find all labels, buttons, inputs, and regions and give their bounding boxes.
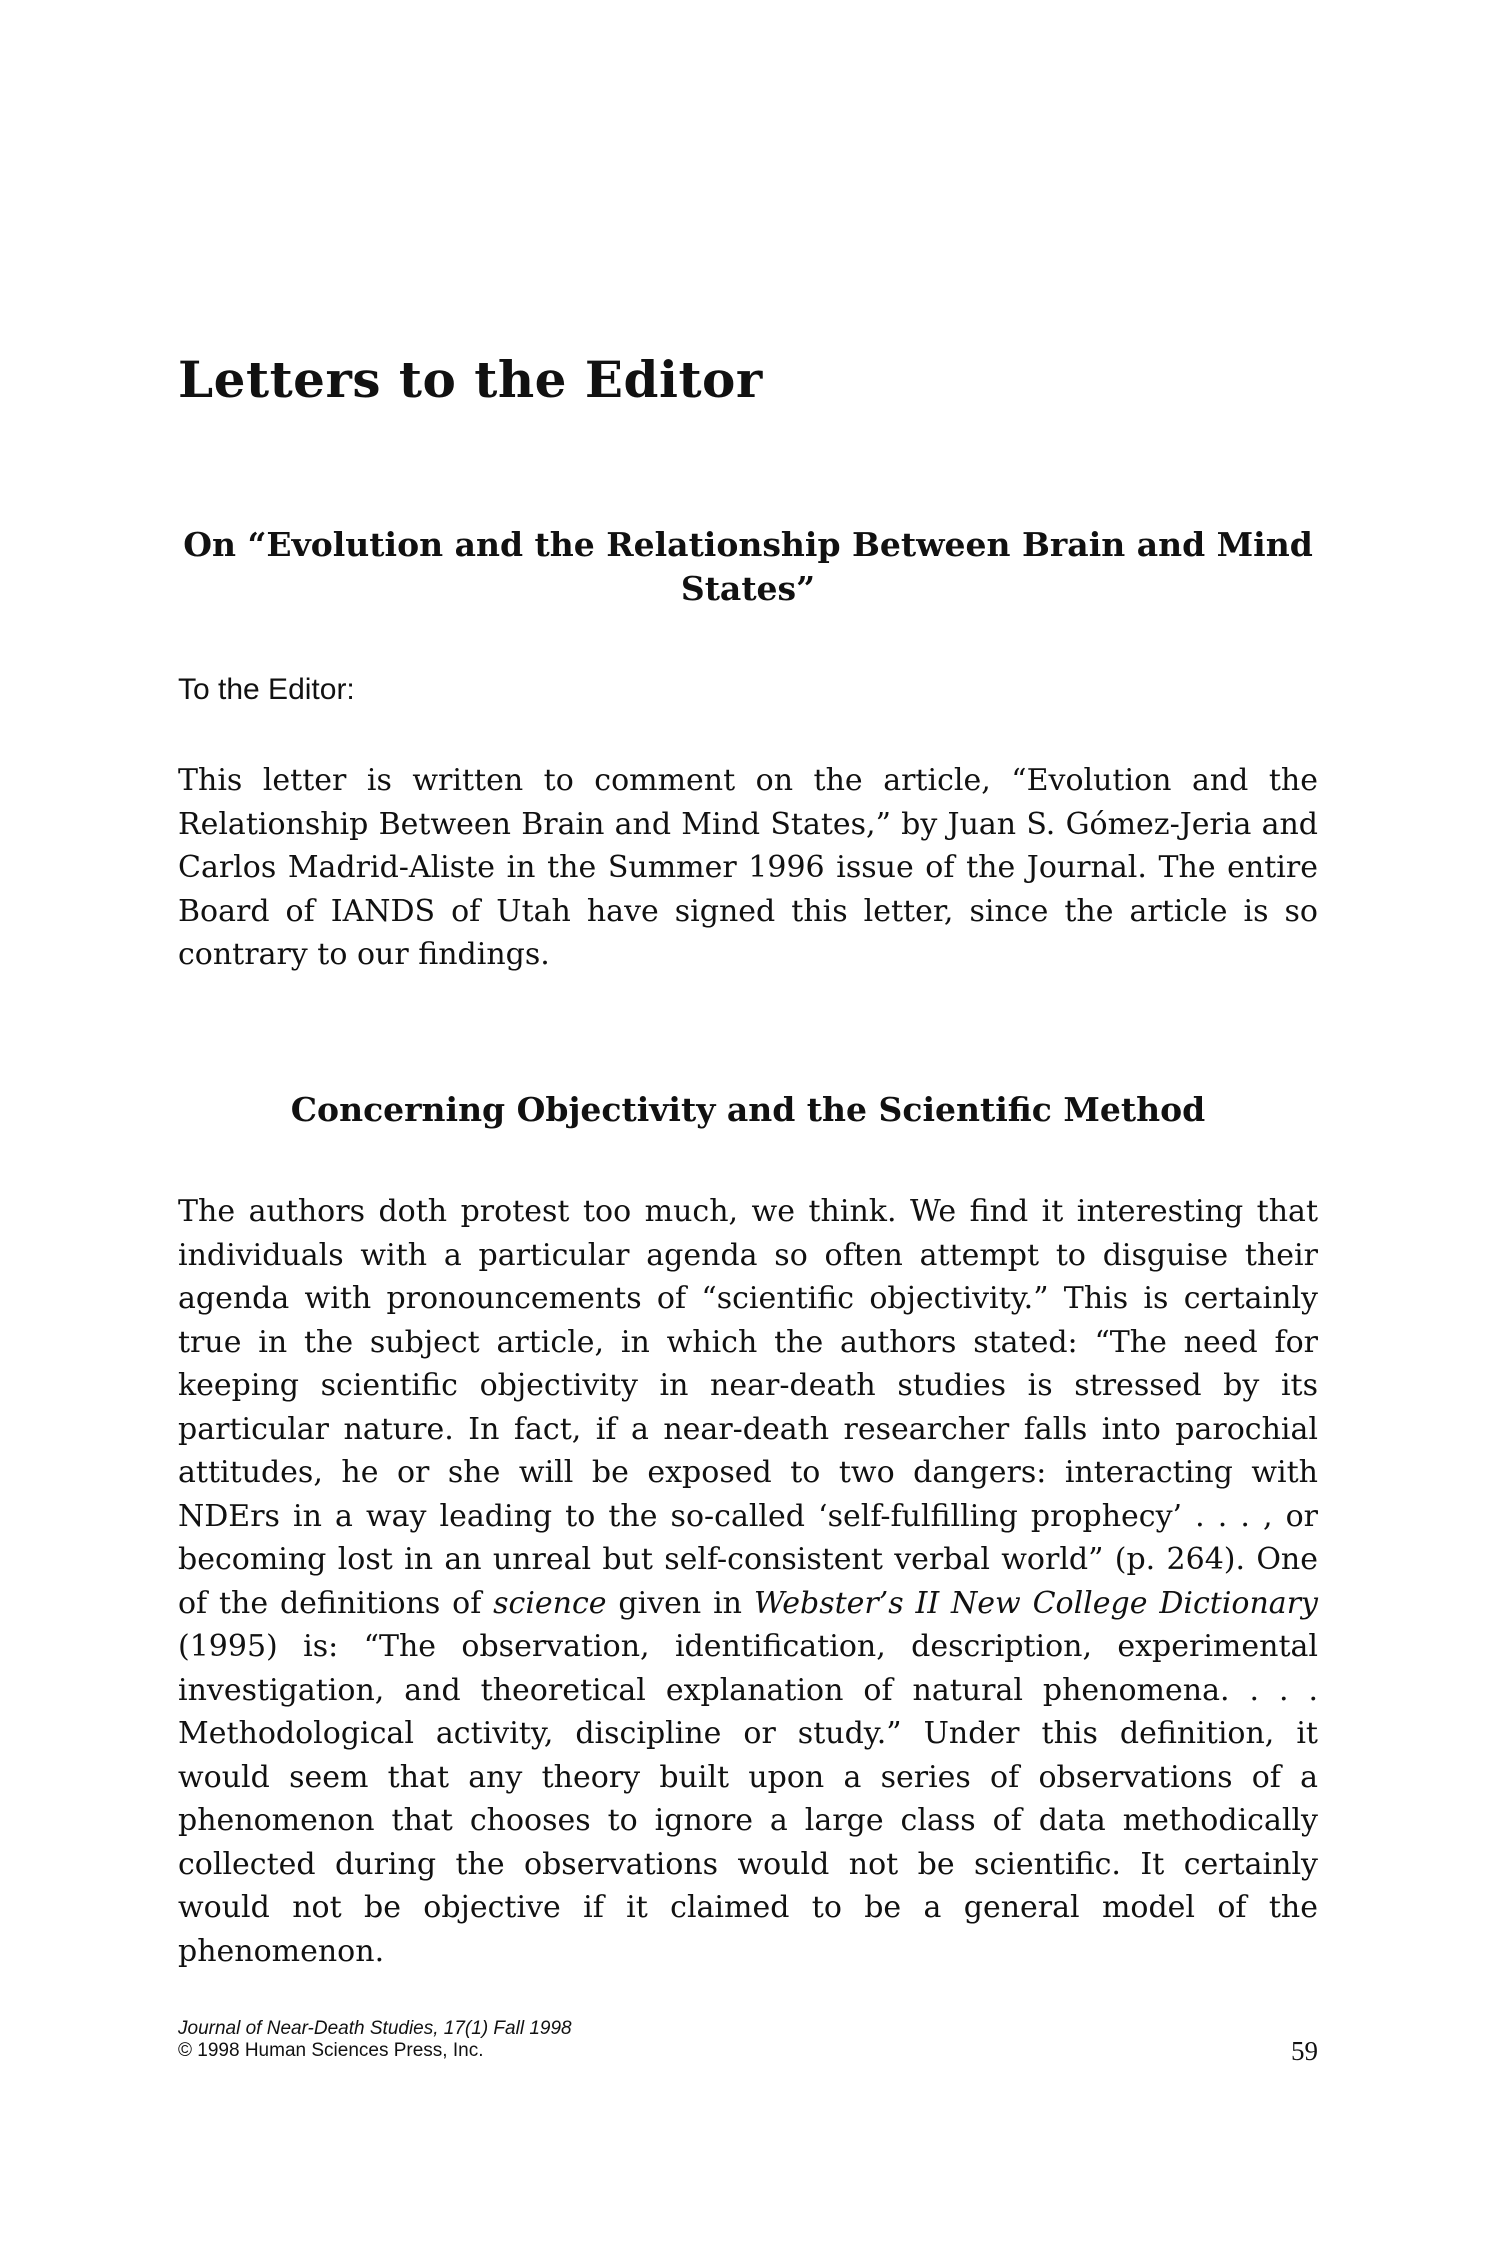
section-paragraph xyxy=(178,1190,1318,1973)
section-paragraph-text-2: given in xyxy=(606,1585,754,1621)
page-title: Letters to the Editor xyxy=(178,350,763,409)
section-paragraph-text-1: The authors doth protest too much, we think. We find it interesting that individuals with a particular agenda so often attempt to disguise their agenda with pronouncements of “scientific objectivity.” This is certainly true in the subject article, in which the authors stated: “The need for keeping scientific objectivity in near-death studies is stressed by its particular nature. In fact, if a near-death researcher falls into parochial attitudes, he or she will be exposed to two dangers: interacting with NDErs in a way leading to the so-called ‘self-fulfilling prophecy’ . . . , or becoming lost in an unreal but self-consistent verbal world” (p. 264). One of the definitions of xyxy=(178,1194,1318,1621)
section-heading: Concerning Objectivity and the Scientific Method xyxy=(290,1090,1206,1129)
intro-paragraph: This letter is written to comment on the article, “Evolution and the Relationship Between Brain and Mind States,” by Juan S. Gómez-Jeria and Carlos Madrid-Aliste in the Summer 1996 issue of the Journal. The entire Board of IANDS of Utah have signed this letter, since the article is so contrary to our findings. xyxy=(178,763,1318,972)
section-paragraph-italic-dictionary: Webster’s II New College Dictionary xyxy=(753,1585,1318,1621)
letter-title: On “Evolution and the Relationship Between Brain and Mind States” xyxy=(183,525,1313,608)
page-number: 59 xyxy=(1291,2036,1318,2066)
section-paragraph-text-3: (1995) is: “The observation, identification, description, experimental investigation, and theoretical explanation of natural phenomena. . . . Methodological activity, discipline or study.” Under this definition, it would seem that any theory built upon a series of observations of a phenomenon that chooses to ignore a large class of data methodically collected during the observations would not be scientific. It certainly would not be objective if it claimed to be a general model of the phenomenon. xyxy=(178,1629,1318,1969)
footer-journal-citation: Journal of Near-Death Studies, 17(1) Fall 1998 xyxy=(178,2018,572,2039)
section-paragraph-italic-science: science xyxy=(493,1585,607,1621)
footer-copyright: © 1998 Human Sciences Press, Inc. xyxy=(178,2040,484,2061)
page-footer xyxy=(178,2018,1318,2066)
salutation: To the Editor: xyxy=(178,673,355,706)
